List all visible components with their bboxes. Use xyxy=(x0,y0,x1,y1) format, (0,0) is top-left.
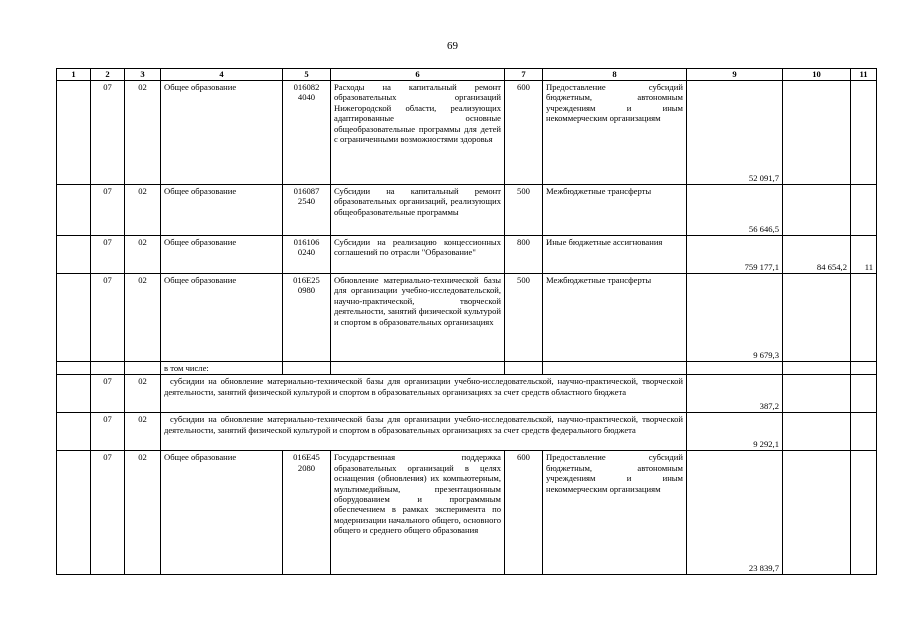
section-code: 07 xyxy=(91,236,125,274)
subsection-code: 02 xyxy=(125,236,161,274)
subsection-code: 02 xyxy=(125,451,161,575)
expense-description: Государственная поддержка образовательных организаций в целях оснащения (обновления) их компьютерным, мультимедийным, презентационным оборудованием и программным обеспечением в рамках эксперимента по модернизации начального общего, основного общего и среднего общего образования xyxy=(331,451,505,575)
subsection-name: Общее образование xyxy=(161,451,283,575)
expense-type-code: 600 xyxy=(505,81,543,185)
subsection-code: 02 xyxy=(125,375,161,413)
amount-col10 xyxy=(783,185,851,236)
expense-type-name: Предоставление субсидий бюджетным, автономным учреждениям и иным некоммерческим организациям xyxy=(543,451,687,575)
section-code: 07 xyxy=(91,375,125,413)
header-cell: 4 xyxy=(161,69,283,81)
expense-type-name: Иные бюджетные ассигнования xyxy=(543,236,687,274)
table-row xyxy=(57,81,877,185)
amount: 759 177,1 xyxy=(687,236,783,274)
section-code: 07 xyxy=(91,81,125,185)
section-code: 07 xyxy=(91,185,125,236)
expense-type-code: 500 xyxy=(505,274,543,362)
table-row xyxy=(57,451,877,575)
target-article-code: 016087 2540 xyxy=(283,185,331,236)
expense-type-name: Межбюджетные трансферты xyxy=(543,274,687,362)
target-article-code: 016106 0240 xyxy=(283,236,331,274)
header-cell: 5 xyxy=(283,69,331,81)
header-cell: 7 xyxy=(505,69,543,81)
subsidy-row xyxy=(57,413,877,451)
amount-col11 xyxy=(851,451,877,575)
amount: 387,2 xyxy=(687,375,783,413)
target-article-code: 016E25 0980 xyxy=(283,274,331,362)
subsection-code: 02 xyxy=(125,81,161,185)
amount-col10: 84 654,2 xyxy=(783,236,851,274)
expense-type-code: 500 xyxy=(505,185,543,236)
page-number: 69 xyxy=(447,40,458,52)
subsection-name: Общее образование xyxy=(161,236,283,274)
expense-type-code: 800 xyxy=(505,236,543,274)
subsection-code: 02 xyxy=(125,274,161,362)
including-label: в том числе: xyxy=(161,362,283,375)
header-cell: 8 xyxy=(543,69,687,81)
amount: 9 292,1 xyxy=(687,413,783,451)
amount-col10 xyxy=(783,274,851,362)
subsection-code: 02 xyxy=(125,185,161,236)
header-cell: 11 xyxy=(851,69,877,81)
expense-description: Обновление материально-технической базы для организации учебно-исследовательской, научно-практической, творческой деятельности, занятий физической культурой и спортом в образовательных организациях xyxy=(331,274,505,362)
table-row xyxy=(57,185,877,236)
section-code: 07 xyxy=(91,274,125,362)
expense-description: Расходы на капитальный ремонт образовательных организаций Нижегородской области, реализующих адаптированные основные общеобразовательные программы для детей с ограниченными возможностями здоровья xyxy=(331,81,505,185)
amount-col10 xyxy=(783,81,851,185)
amount: 52 091,7 xyxy=(687,81,783,185)
subsection-code: 02 xyxy=(125,413,161,451)
amount: 23 839,7 xyxy=(687,451,783,575)
expense-type-code: 600 xyxy=(505,451,543,575)
including-row xyxy=(57,362,877,375)
subsection-name: Общее образование xyxy=(161,274,283,362)
budget-table xyxy=(56,68,877,575)
header-cell: 1 xyxy=(57,69,91,81)
expense-description: Субсидии на реализацию концессионных соглашений по отрасли "Образование" xyxy=(331,236,505,274)
subsidy-description: субсидии на обновление материально-технической базы для организации учебно-исследовательской, научно-практической, творческой деятельности, занятий физической культурой и спортом в образовательных организациях за счет средств федерального бюджета xyxy=(161,413,687,451)
amount-col11 xyxy=(851,185,877,236)
amount: 56 646,5 xyxy=(687,185,783,236)
amount-col11: 11 xyxy=(851,236,877,274)
header-cell: 3 xyxy=(125,69,161,81)
subsidy-description: субсидии на обновление материально-технической базы для организации учебно-исследовательской, научно-практической, творческой деятельности, занятий физической культурой и спортом в образовательных организациях за счет средств областного бюджета xyxy=(161,375,687,413)
expense-type-name: Межбюджетные трансферты xyxy=(543,185,687,236)
header-cell: 9 xyxy=(687,69,783,81)
header-cell: 6 xyxy=(331,69,505,81)
expense-description: Субсидии на капитальный ремонт образовательных организаций, реализующих общеобразовательные программы xyxy=(331,185,505,236)
expense-type-name: Предоставление субсидий бюджетным, автономным учреждениям и иным некоммерческим организациям xyxy=(543,81,687,185)
header-row xyxy=(57,69,877,81)
table-row xyxy=(57,274,877,362)
table-row xyxy=(57,236,877,274)
section-code: 07 xyxy=(91,413,125,451)
header-cell: 2 xyxy=(91,69,125,81)
target-article-code: 016082 4040 xyxy=(283,81,331,185)
section-code: 07 xyxy=(91,451,125,575)
header-cell: 10 xyxy=(783,69,851,81)
target-article-code: 016E45 2080 xyxy=(283,451,331,575)
amount: 9 679,3 xyxy=(687,274,783,362)
subsection-name: Общее образование xyxy=(161,185,283,236)
amount-col11 xyxy=(851,81,877,185)
subsidy-row xyxy=(57,375,877,413)
subsection-name: Общее образование xyxy=(161,81,283,185)
amount-col11 xyxy=(851,274,877,362)
amount-col10 xyxy=(783,451,851,575)
